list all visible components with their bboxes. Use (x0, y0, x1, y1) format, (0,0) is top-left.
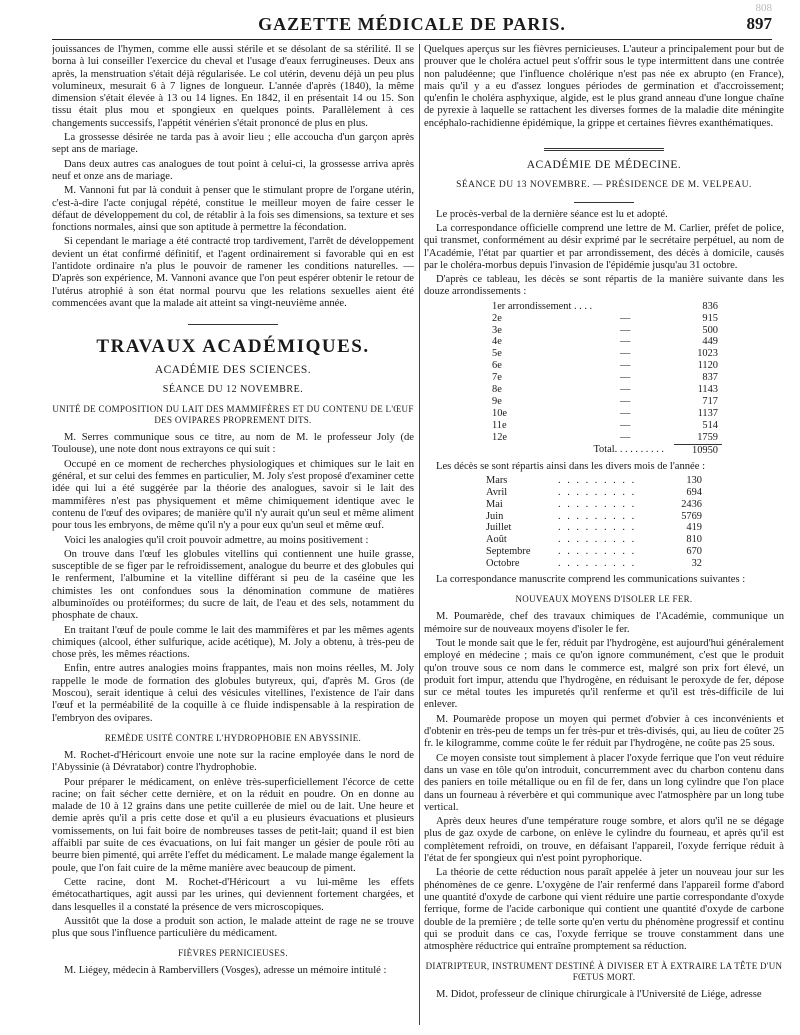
arrondissement-table (488, 301, 722, 457)
column-divider (419, 44, 420, 1025)
row-label: 8e (492, 384, 502, 396)
row-label: 9e (492, 396, 502, 407)
paragraph: M. Serres communique sous ce titre, au nom de M. le professeur Joly (de Toulouse), une note dont nous extrayons ce qui suit : (52, 432, 414, 456)
academy-heading: ACADÉMIE DES SCIENCES. (154, 363, 312, 376)
leader-dots: . . . . . . . . . (558, 474, 637, 486)
page-header (52, 2, 772, 36)
table-row (482, 534, 706, 546)
leader-dots: . . . . . . . . . (558, 558, 637, 570)
ditto-mark: — (620, 312, 633, 324)
row-value: 915 (702, 312, 718, 324)
month-value: 419 (686, 522, 702, 534)
session-heading: SÉANCE DU 12 NOVEMBRE. (162, 383, 304, 395)
row-label: 10e (492, 407, 508, 419)
total-row (488, 444, 722, 456)
table-row (482, 487, 706, 499)
row-label: 11e (492, 419, 507, 431)
ditto-mark: — (620, 348, 633, 360)
row-value: 500 (702, 324, 718, 336)
month-value: 670 (686, 546, 702, 558)
topic-title: FIÈVRES PERNICIEUSES. (178, 948, 288, 959)
row-value: 1120 (697, 360, 718, 372)
row-label: 12e (492, 431, 508, 443)
paragraph: jouissances de l'hymen, comme elle aussi stérile et se désolant de sa stérilité. Il se borna à lui conseiller l'exercice du cheval et l'usage d'eaux ferrugineuses. Deux ans après, la menstruation s'était déjà régularisée. Le col utérin, devenu déjà un peu plus volumineux, mesurait 6 à 7 lignes de longueur. L'année d'après (1840), la même dimension s'était élevée à 13 ou 14 lignes. En 1842, il en présentait 14 ou 15. Son tissu était plus mou et spongieux en quelques points. Parallèlement à ces changements successifs, l'appétit vénérien s'était prononcé de plus en plus. (52, 44, 414, 129)
month-label: Avril (486, 486, 508, 498)
row-label: 7e (492, 372, 502, 384)
topic-title: UNITÉ DE COMPOSITION DU LAIT DES MAMMIFÈRES ET DU CONTENU DE L'ŒUF DES OVIPARES PROPREMENT DITS. (52, 404, 414, 426)
row-label: 4e (492, 336, 502, 348)
paragraph: La correspondance officielle comprend une lettre de M. Carlier, préfet de police, qui transmet, conformément au désir exprimé par le secrétaire perpétuel, au nom de l'Académie, l'état par quartier et par arrondissement, des décès à domicile, causés par le choléra-morbus depuis l'invasion de l'épidémie jusqu'au 31 octobre. (424, 222, 784, 271)
paragraph: Dans deux autres cas analogues de tout point à celui-ci, la grossesse arriva après neuf et onze ans de mariage. (52, 158, 414, 182)
leader-dots: . . . . . . . . . (558, 534, 637, 546)
table-row (488, 396, 722, 408)
month-value: 694 (686, 486, 702, 498)
table-row (488, 420, 722, 432)
row-value: 1023 (697, 348, 718, 360)
paragraph: Si cependant le mariage a été contracté trop tardivement, l'arrêt de développement devient un état confirmé définitif, et l'agent ordinairement si favorable qui en est l'antidote ordinaire n'a plus le pouvoir de ramener les conditions naturelles. — D'après son expérience, M. Vannoni avance que l'on peut espérer obtenir le retour de l'utérus atrophié à son état normal pourvu que les relations sexuelles aient été commencées avant que la malade ait atteint sa vingt-neuvième année. (52, 236, 414, 309)
row-value: 1137 (697, 407, 718, 419)
paragraph: Occupé en ce moment de recherches physiologiques et chimiques sur le lait en général, et sur celui des femmes en particulier, M. Joly s'est proposé d'examiner cette idée qui lui a été suggérée par la théorie des analogues, savoir si le lait des mammifères n'est pas physiquement et même chimiquement identique avec le contenu de l'œuf des ovipares; de manière qu'il n'y aurait qu'un seul et même aliment pour tous les embryons, de même qu'il n'y a pour eux qu'un seul et même œuf. (52, 458, 414, 532)
paragraph: M. Liégey, médecin à Rambervillers (Vosges), adresse un mémoire intitulé : (64, 965, 387, 977)
ditto-mark: — (620, 407, 633, 419)
topic-title: DIATRIPTEUR, INSTRUMENT DESTINÉ À DIVISER ET À EXTRAIRE LA TÊTE D'UN FŒTUS MORT. (425, 961, 783, 983)
row-value: 717 (702, 396, 718, 407)
month-value: 130 (686, 474, 702, 486)
table-row (482, 546, 706, 558)
paragraph: La théorie de cette réduction nous paraît appelée à jeter un nouveau jour sur les phénomènes de ce genre. L'oxygène de l'air renfermé dans l'appareil forme d'abord une quantité d'oxyde de carbone qui vient réduire une partie correspondante d'oxyde ferrique, forme de l'acide carbonique qui contient une quantité d'oxyde de carbone double de la première ; de telle sorte qu'en vertu du phénomène progressif et continu qui se produit dans ce cas, l'oxyde ferrique se trouve constamment dans une atmosphère réductrice qui entraîne promptement sa réduction. (424, 867, 784, 953)
ditto-mark: — (620, 324, 633, 336)
paragraph: Enfin, entre autres analogies moins frappantes, mais non moins réelles, M. Joly rappelle le mode de formation des globules butyreux, qui, d'après M. Gros (de Moscou), serait identique à celui des vésicules vitellines, l'existence de l'air dans l'œuf et la perméabilité de la coquille à ce fluide indispensable à la respiration de l'embryon des ovipares. (52, 663, 414, 724)
leader-dots: . . . . . . . . . (558, 498, 637, 510)
month-value: 5769 (681, 510, 702, 522)
row-value: 1759 (697, 431, 718, 443)
paragraph: M. Rochet-d'Héricourt envoie une note sur la racine employée dans le nord de l'Abyssinie (à Dévratabor) contre l'hydrophobie. (52, 749, 414, 774)
right-column (424, 44, 784, 1027)
month-label: Juin (486, 510, 504, 522)
left-column (52, 44, 414, 1027)
table-row (488, 408, 722, 420)
table-row (488, 348, 722, 360)
section-title: TRAVAUX ACADÉMIQUES. (96, 336, 370, 358)
paragraph: Les décès se sont répartis ainsi dans les divers mois de l'année : (436, 460, 706, 472)
ditto-mark: — (620, 360, 633, 372)
paragraph: On trouve dans l'œuf les globules vitellins qui contiennent une huile grasse, susceptible de se figer par le refroidissement, analogue du beurre et des globules qui le renferment, l'albumine et la vitelline différant si peu de la caséine que les chimistes les ont confondues sous la dénomination commune de matières albuminoïdes ou protéiformes; du sucre de lait, de l'eau et des sels, notamment du phosphate de chaux. (52, 548, 414, 622)
table-row (482, 499, 706, 511)
table-row (482, 475, 706, 487)
total-label: Total. . . . . . . . . . (593, 444, 664, 456)
row-label: 2e (492, 312, 502, 324)
ditto-mark: — (620, 384, 633, 396)
paragraph: M. Poumarède propose un moyen qui permet d'obvier à ces inconvénients et d'obtenir en très-peu de temps un fer très-pur et très-divisés, qui, au lieu de coûter 25 fr. le kilogramme, comme coûte le fer réduit par l'hydrogène, ne coûte pas 25 sous. (424, 713, 784, 750)
journal-title: GAZETTE MÉDICALE DE PARIS. (258, 14, 566, 34)
table-row (482, 522, 706, 534)
section-divider (544, 148, 664, 151)
month-value: 810 (686, 534, 702, 546)
month-value: 32 (691, 558, 702, 570)
row-label: 1er arrondissement . . . . (492, 300, 593, 312)
total-value: 10950 (674, 444, 722, 456)
leader-dots: . . . . . . . . . (558, 546, 637, 558)
faint-page-number: 808 (755, 2, 772, 14)
table-row (488, 432, 722, 444)
topic-title: NOUVEAUX MOYENS D'ISOLER LE FER. (515, 594, 693, 605)
paragraph: En traitant l'œuf de poule comme le lait des mammifères et par les mêmes agents chimiques (alcool, éther sulfurique, acide acétique), M. Joly a obtenu, à très-peu de chose près, les mêmes réactions. (52, 624, 414, 661)
table-row (482, 511, 706, 523)
month-label: Juillet (486, 522, 512, 534)
row-value: 1143 (697, 384, 718, 396)
session-heading: SÉANCE DU 13 NOVEMBRE. — PRÉSIDENCE DE M. VELPEAU. (456, 180, 752, 191)
paragraph: Ce moyen consiste tout simplement à placer l'oxyde ferrique que l'on veut réduire dans un vase en tôle qu'on introduit, concurremment avec du charbon contenu dans des paniers en toile métallique ou en fil de fer, dans un long cylindre que l'on place dans un fourneau à réverbère et qui communique avec l'atmosphère par un long tube vertical. (424, 752, 784, 813)
section-divider (188, 324, 278, 325)
academy-heading: ACADÉMIE DE MÉDECINE. (526, 159, 682, 172)
month-label: Septembre (486, 546, 531, 558)
month-value: 2436 (681, 498, 702, 510)
row-label: 5e (492, 348, 502, 360)
table-row (488, 301, 722, 313)
paragraph: Après deux heures d'une température rouge sombre, et alors qu'il ne se dégage plus de gaz oxyde de carbone, on enlève le cylindre du fourneau, et après qu'il est complètement refroidi, on trouve, en défaisant l'appareil, l'oxyde ferrique réduit à l'état de fer spongieux qui n'est point pyrophorique. (424, 816, 784, 865)
month-label: Mai (486, 498, 503, 510)
paragraph: D'après ce tableau, les décès se sont répartis de la manière suivante dans les douze arrondissements : (424, 274, 784, 298)
header-rule (52, 39, 772, 40)
row-value: 449 (702, 336, 718, 348)
paragraph: M. Vannoni fut par là conduit à penser que le stimulant propre de l'organe utérin, c'est-à-dire l'acte conjugal répété, constitue le meilleur moyen de faire cesser le défaut de développement du col, de rétablir à la fois ses dimensions, sa texture et ses fonctions normales, ainsi que son aptitude à permettre la fécondation. (52, 185, 414, 234)
table-row (488, 325, 722, 337)
row-label: 3e (492, 324, 502, 336)
ditto-mark: — (620, 431, 633, 443)
paragraph: Cette racine, dont M. Rochet-d'Héricourt a vu lui-même les effets émétocathartiques, agit aussi par les urines, qui deviennent fortement chargées, et dans lesquelles il a constaté la présence de vers microscopiques. (52, 876, 414, 913)
month-label: Octobre (486, 558, 520, 570)
months-table (482, 475, 706, 570)
paragraph: Quelques aperçus sur les fièvres pernicieuses. L'auteur a principalement pour but de prouver que le choléra actuel peut s'offrir sous le type intermittent dans une contrée non paludéenne; que l'influence cholérique n'est pas née ex abrupto (en France), mais qu'il y a eu d'assez longues périodes de germination et d'accroissement; qu'enfin le choléra asphyxique, algide, est le plus grand anneau d'une longue chaîne de pyrexie à laquelle se rattachent les diverses formes de la maladie dite méningite encéphalo-rachidienne épidémique, la grippe et certaines fièvres exanthématiques. (424, 44, 784, 129)
table-row (488, 372, 722, 384)
paragraph: Le procès-verbal de la dernière séance est lu et adopté. (436, 208, 668, 220)
table-row (488, 313, 722, 325)
paragraph: Pour préparer le médicament, on enlève très-superficiellement l'écorce de cette racine; on fait sécher cette dernière, et on la réduit en poudre. On en donne au malade de 10 à 12 grains dans une petite cuillerée de miel ou de lait. Une heure et demie après qu'il a pris cette dose et qu'il a eu plusieurs évacuations et plusieurs vomissements, on lui fait boire de nombreuses tasses de petit-lait; quand il est bien affaibli par suite de ces évacuations, on lui fait manger un gésier de poule rôti au beurre bien pimenté, qui arrête l'effet du médicament. Le malade mange également la poule, que l'on fait cuire de la même manière avec beaucoup de piment. (52, 776, 414, 874)
paragraph: La grossesse désirée ne tarda pas à avoir lieu ; elle accoucha d'un garçon après sept ans de mariage. (52, 132, 414, 156)
paragraph: La correspondance manuscrite comprend les communications suivantes : (436, 574, 746, 586)
leader-dots: . . . . . . . . . (558, 522, 637, 534)
leader-dots: . . . . . . . . . (558, 510, 637, 522)
paragraph: M. Didot, professeur de clinique chirurgicale à l'Université de Liége, adresse (436, 989, 762, 1001)
row-value: 837 (702, 372, 718, 384)
row-value: 514 (702, 419, 718, 431)
topic-title: REMÈDE USITÉ CONTRE L'HYDROPHOBIE EN ABYSSINIE. (104, 732, 362, 743)
month-label: Mars (486, 474, 508, 486)
paragraph: Voici les analogies qu'il croit pouvoir admettre, au moins positivement : (64, 534, 369, 546)
ditto-mark: — (620, 372, 633, 384)
paragraph: Tout le monde sait que le fer, réduit par l'hydrogène, est aujourd'hui généralement employé en médecine ; mais ce qu'on ignore communément, c'est que le produit qu'on trouve sous ce nom dans le commerce est, malgré son prix fort élevé, un produit fort impur, attendu que l'hydrogène, en réduisant le peroxyde de fer, dépose sur ce métal toutes les impuretés qu'il renferme et qu'il est très-difficile de lui enlever. (424, 637, 784, 711)
leader-dots: . . . . . . . . . (558, 486, 637, 498)
row-value: 836 (702, 300, 718, 312)
ditto-mark: — (620, 336, 633, 348)
table-row (488, 360, 722, 372)
page-number: 897 (746, 14, 772, 33)
row-label: 6e (492, 360, 502, 372)
paragraph: Aussitôt que la dose a produit son action, le malade atteint de rage ne se trouve plus que sous l'influence particulière du médicament. (52, 915, 414, 940)
ditto-mark: — (620, 396, 633, 407)
section-divider (574, 202, 634, 203)
month-label: Août (486, 534, 507, 546)
table-row (488, 336, 722, 348)
paragraph: M. Poumarède, chef des travaux chimiques de l'Académie, communique un mémoire sur de nouveaux moyens d'isoler le fer. (424, 611, 784, 635)
table-row (482, 558, 706, 570)
ditto-mark: — (620, 419, 633, 431)
table-row (488, 384, 722, 396)
